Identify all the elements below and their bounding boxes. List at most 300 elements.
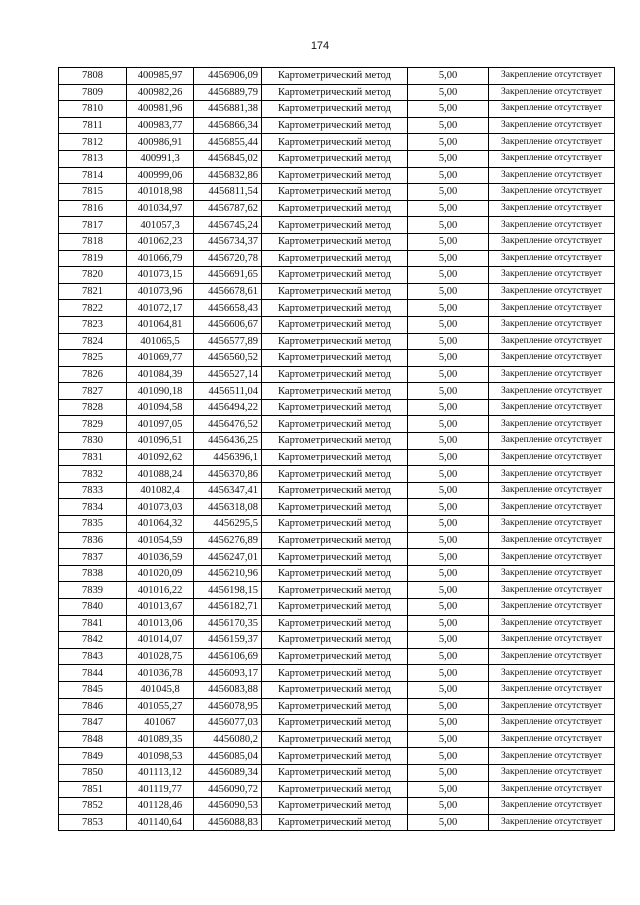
x-coordinate-cell: 401096,51: [127, 433, 194, 450]
fixation-cell: Закрепление отсутствует: [489, 449, 615, 466]
y-coordinate-cell: 4456106,69: [194, 648, 262, 665]
table-row: [59, 516, 615, 533]
fixation-cell: Закрепление отсутствует: [489, 150, 615, 167]
accuracy-cell: 5,00: [408, 350, 489, 367]
y-coordinate-cell: 4456494,22: [194, 399, 262, 416]
point-number-cell: 7816: [59, 200, 127, 217]
accuracy-cell: 5,00: [408, 366, 489, 383]
x-coordinate-cell: 401092,62: [127, 449, 194, 466]
x-coordinate-cell: 401045,8: [127, 681, 194, 698]
accuracy-cell: 5,00: [408, 599, 489, 616]
table-row: [59, 748, 615, 765]
method-cell: Картометрический метод: [262, 549, 408, 566]
fixation-cell: Закрепление отсутствует: [489, 565, 615, 582]
table-body: [59, 68, 615, 831]
method-cell: Картометрический метод: [262, 101, 408, 118]
method-cell: Картометрический метод: [262, 748, 408, 765]
fixation-cell: Закрепление отсутствует: [489, 681, 615, 698]
y-coordinate-cell: 4456078,95: [194, 698, 262, 715]
x-coordinate-cell: 400981,96: [127, 101, 194, 118]
fixation-cell: Закрепление отсутствует: [489, 615, 615, 632]
table-row: [59, 416, 615, 433]
table-row: [59, 764, 615, 781]
y-coordinate-cell: 4456691,65: [194, 267, 262, 284]
method-cell: Картометрический метод: [262, 499, 408, 516]
accuracy-cell: 5,00: [408, 648, 489, 665]
table-row: [59, 499, 615, 516]
y-coordinate-cell: 4456678,61: [194, 283, 262, 300]
x-coordinate-cell: 401013,67: [127, 599, 194, 616]
x-coordinate-cell: 401098,53: [127, 748, 194, 765]
table-row: [59, 599, 615, 616]
point-number-cell: 7840: [59, 599, 127, 616]
table-row: [59, 731, 615, 748]
accuracy-cell: 5,00: [408, 399, 489, 416]
method-cell: Картометрический метод: [262, 731, 408, 748]
x-coordinate-cell: 401034,97: [127, 200, 194, 217]
x-coordinate-cell: 401119,77: [127, 781, 194, 798]
accuracy-cell: 5,00: [408, 267, 489, 284]
table-row: [59, 466, 615, 483]
y-coordinate-cell: 4456658,43: [194, 300, 262, 317]
x-coordinate-cell: 401073,03: [127, 499, 194, 516]
point-number-cell: 7824: [59, 333, 127, 350]
point-number-cell: 7838: [59, 565, 127, 582]
fixation-cell: Закрепление отсутствует: [489, 433, 615, 450]
point-number-cell: 7839: [59, 582, 127, 599]
fixation-cell: Закрепление отсутствует: [489, 781, 615, 798]
point-number-cell: 7835: [59, 516, 127, 533]
fixation-cell: Закрепление отсутствует: [489, 549, 615, 566]
accuracy-cell: 5,00: [408, 449, 489, 466]
point-number-cell: 7850: [59, 764, 127, 781]
x-coordinate-cell: 401014,07: [127, 632, 194, 649]
point-number-cell: 7812: [59, 134, 127, 151]
table-row: [59, 200, 615, 217]
fixation-cell: Закрепление отсутствует: [489, 416, 615, 433]
accuracy-cell: 5,00: [408, 233, 489, 250]
table-row: [59, 665, 615, 682]
x-coordinate-cell: 401055,27: [127, 698, 194, 715]
y-coordinate-cell: 4456436,25: [194, 433, 262, 450]
accuracy-cell: 5,00: [408, 134, 489, 151]
accuracy-cell: 5,00: [408, 383, 489, 400]
x-coordinate-cell: 401128,46: [127, 798, 194, 815]
fixation-cell: Закрепление отсутствует: [489, 599, 615, 616]
table-row: [59, 681, 615, 698]
method-cell: Картометрический метод: [262, 565, 408, 582]
x-coordinate-cell: 401069,77: [127, 350, 194, 367]
x-coordinate-cell: 401067: [127, 715, 194, 732]
point-number-cell: 7842: [59, 632, 127, 649]
accuracy-cell: 5,00: [408, 715, 489, 732]
y-coordinate-cell: 4456396,1: [194, 449, 262, 466]
y-coordinate-cell: 4456089,34: [194, 764, 262, 781]
y-coordinate-cell: 4456318,08: [194, 499, 262, 516]
fixation-cell: Закрепление отсутствует: [489, 316, 615, 333]
table-row: [59, 350, 615, 367]
point-number-cell: 7829: [59, 416, 127, 433]
method-cell: Картометрический метод: [262, 383, 408, 400]
point-number-cell: 7832: [59, 466, 127, 483]
x-coordinate-cell: 401090,18: [127, 383, 194, 400]
accuracy-cell: 5,00: [408, 200, 489, 217]
table-row: [59, 150, 615, 167]
accuracy-cell: 5,00: [408, 499, 489, 516]
table-row: [59, 300, 615, 317]
table-row: [59, 333, 615, 350]
fixation-cell: Закрепление отсутствует: [489, 84, 615, 101]
method-cell: Картометрический метод: [262, 648, 408, 665]
accuracy-cell: 5,00: [408, 681, 489, 698]
y-coordinate-cell: 4456276,89: [194, 532, 262, 549]
table-row: [59, 582, 615, 599]
accuracy-cell: 5,00: [408, 184, 489, 201]
y-coordinate-cell: 4456889,79: [194, 84, 262, 101]
fixation-cell: Закрепление отсутствует: [489, 715, 615, 732]
method-cell: Картометрический метод: [262, 250, 408, 267]
method-cell: Картометрический метод: [262, 117, 408, 134]
fixation-cell: Закрепление отсутствует: [489, 582, 615, 599]
point-number-cell: 7814: [59, 167, 127, 184]
x-coordinate-cell: 401064,32: [127, 516, 194, 533]
point-number-cell: 7843: [59, 648, 127, 665]
y-coordinate-cell: 4456720,78: [194, 250, 262, 267]
fixation-cell: Закрепление отсутствует: [489, 283, 615, 300]
y-coordinate-cell: 4456527,14: [194, 366, 262, 383]
table-row: [59, 449, 615, 466]
y-coordinate-cell: 4456811,54: [194, 184, 262, 201]
point-number-cell: 7827: [59, 383, 127, 400]
accuracy-cell: 5,00: [408, 781, 489, 798]
method-cell: Картометрический метод: [262, 632, 408, 649]
table-row: [59, 134, 615, 151]
point-number-cell: 7808: [59, 68, 127, 85]
method-cell: Картометрический метод: [262, 798, 408, 815]
method-cell: Картометрический метод: [262, 615, 408, 632]
accuracy-cell: 5,00: [408, 748, 489, 765]
method-cell: Картометрический метод: [262, 599, 408, 616]
point-number-cell: 7810: [59, 101, 127, 118]
accuracy-cell: 5,00: [408, 167, 489, 184]
point-number-cell: 7831: [59, 449, 127, 466]
y-coordinate-cell: 4456088,83: [194, 814, 262, 831]
accuracy-cell: 5,00: [408, 217, 489, 234]
accuracy-cell: 5,00: [408, 283, 489, 300]
table-row: [59, 316, 615, 333]
y-coordinate-cell: 4456560,52: [194, 350, 262, 367]
accuracy-cell: 5,00: [408, 300, 489, 317]
point-number-cell: 7834: [59, 499, 127, 516]
point-number-cell: 7813: [59, 150, 127, 167]
accuracy-cell: 5,00: [408, 731, 489, 748]
y-coordinate-cell: 4456090,72: [194, 781, 262, 798]
table-row: [59, 632, 615, 649]
y-coordinate-cell: 4456077,03: [194, 715, 262, 732]
fixation-cell: Закрепление отсутствует: [489, 466, 615, 483]
table-row: [59, 715, 615, 732]
accuracy-cell: 5,00: [408, 466, 489, 483]
method-cell: Картометрический метод: [262, 698, 408, 715]
y-coordinate-cell: 4456845,02: [194, 150, 262, 167]
method-cell: Картометрический метод: [262, 300, 408, 317]
x-coordinate-cell: 401036,78: [127, 665, 194, 682]
table-row: [59, 615, 615, 632]
x-coordinate-cell: 401097,05: [127, 416, 194, 433]
table-row: [59, 233, 615, 250]
accuracy-cell: 5,00: [408, 698, 489, 715]
method-cell: Картометрический метод: [262, 416, 408, 433]
table-row: [59, 383, 615, 400]
page-number: 174: [310, 40, 330, 52]
table-row: [59, 217, 615, 234]
y-coordinate-cell: 4456832,86: [194, 167, 262, 184]
table-row: [59, 698, 615, 715]
point-number-cell: 7809: [59, 84, 127, 101]
y-coordinate-cell: 4456881,38: [194, 101, 262, 118]
table-row: [59, 267, 615, 284]
table-row: [59, 648, 615, 665]
x-coordinate-cell: 401073,15: [127, 267, 194, 284]
table-row: [59, 68, 615, 85]
fixation-cell: Закрепление отсутствует: [489, 200, 615, 217]
method-cell: Картометрический метод: [262, 134, 408, 151]
fixation-cell: Закрепление отсутствует: [489, 383, 615, 400]
method-cell: Картометрический метод: [262, 366, 408, 383]
y-coordinate-cell: 4456855,44: [194, 134, 262, 151]
x-coordinate-cell: 401020,09: [127, 565, 194, 582]
point-number-cell: 7847: [59, 715, 127, 732]
fixation-cell: Закрепление отсутствует: [489, 665, 615, 682]
accuracy-cell: 5,00: [408, 798, 489, 815]
fixation-cell: Закрепление отсутствует: [489, 366, 615, 383]
accuracy-cell: 5,00: [408, 764, 489, 781]
accuracy-cell: 5,00: [408, 549, 489, 566]
accuracy-cell: 5,00: [408, 582, 489, 599]
coordinates-table: [58, 67, 615, 831]
y-coordinate-cell: 4456090,53: [194, 798, 262, 815]
table-row: [59, 565, 615, 582]
method-cell: Картометрический метод: [262, 200, 408, 217]
fixation-cell: Закрепление отсутствует: [489, 101, 615, 118]
y-coordinate-cell: 4456295,5: [194, 516, 262, 533]
fixation-cell: Закрепление отсутствует: [489, 482, 615, 499]
y-coordinate-cell: 4456511,04: [194, 383, 262, 400]
y-coordinate-cell: 4456198,15: [194, 582, 262, 599]
table-row: [59, 482, 615, 499]
point-number-cell: 7846: [59, 698, 127, 715]
table-row: [59, 250, 615, 267]
accuracy-cell: 5,00: [408, 117, 489, 134]
point-number-cell: 7825: [59, 350, 127, 367]
accuracy-cell: 5,00: [408, 516, 489, 533]
method-cell: Картометрический метод: [262, 184, 408, 201]
x-coordinate-cell: 401066,79: [127, 250, 194, 267]
table-row: [59, 283, 615, 300]
fixation-cell: Закрепление отсутствует: [489, 516, 615, 533]
point-number-cell: 7815: [59, 184, 127, 201]
fixation-cell: Закрепление отсутствует: [489, 814, 615, 831]
x-coordinate-cell: 401089,35: [127, 731, 194, 748]
accuracy-cell: 5,00: [408, 565, 489, 582]
point-number-cell: 7820: [59, 267, 127, 284]
fixation-cell: Закрепление отсутствует: [489, 748, 615, 765]
table-row: [59, 549, 615, 566]
point-number-cell: 7841: [59, 615, 127, 632]
table-row: [59, 798, 615, 815]
y-coordinate-cell: 4456085,04: [194, 748, 262, 765]
fixation-cell: Закрепление отсутствует: [489, 350, 615, 367]
fixation-cell: Закрепление отсутствует: [489, 184, 615, 201]
accuracy-cell: 5,00: [408, 250, 489, 267]
y-coordinate-cell: 4456083,88: [194, 681, 262, 698]
accuracy-cell: 5,00: [408, 433, 489, 450]
x-coordinate-cell: 401062,23: [127, 233, 194, 250]
point-number-cell: 7844: [59, 665, 127, 682]
y-coordinate-cell: 4456370,86: [194, 466, 262, 483]
y-coordinate-cell: 4456906,09: [194, 68, 262, 85]
accuracy-cell: 5,00: [408, 532, 489, 549]
y-coordinate-cell: 4456606,67: [194, 316, 262, 333]
point-number-cell: 7845: [59, 681, 127, 698]
x-coordinate-cell: 401088,24: [127, 466, 194, 483]
fixation-cell: Закрепление отсутствует: [489, 117, 615, 134]
point-number-cell: 7836: [59, 532, 127, 549]
accuracy-cell: 5,00: [408, 101, 489, 118]
point-number-cell: 7849: [59, 748, 127, 765]
fixation-cell: Закрепление отсутствует: [489, 333, 615, 350]
x-coordinate-cell: 401094,58: [127, 399, 194, 416]
x-coordinate-cell: 400985,97: [127, 68, 194, 85]
point-number-cell: 7851: [59, 781, 127, 798]
method-cell: Картометрический метод: [262, 516, 408, 533]
x-coordinate-cell: 401072,17: [127, 300, 194, 317]
table-row: [59, 781, 615, 798]
accuracy-cell: 5,00: [408, 814, 489, 831]
method-cell: Картометрический метод: [262, 781, 408, 798]
method-cell: Картометрический метод: [262, 333, 408, 350]
method-cell: Картометрический метод: [262, 150, 408, 167]
y-coordinate-cell: 4456080,2: [194, 731, 262, 748]
x-coordinate-cell: 401082,4: [127, 482, 194, 499]
accuracy-cell: 5,00: [408, 150, 489, 167]
table-row: [59, 167, 615, 184]
table-row: [59, 101, 615, 118]
fixation-cell: Закрепление отсутствует: [489, 499, 615, 516]
x-coordinate-cell: 401057,3: [127, 217, 194, 234]
method-cell: Картометрический метод: [262, 582, 408, 599]
x-coordinate-cell: 401140,64: [127, 814, 194, 831]
method-cell: Картометрический метод: [262, 267, 408, 284]
x-coordinate-cell: 401036,59: [127, 549, 194, 566]
y-coordinate-cell: 4456347,41: [194, 482, 262, 499]
fixation-cell: Закрепление отсутствует: [489, 250, 615, 267]
fixation-cell: Закрепление отсутствует: [489, 798, 615, 815]
method-cell: Картометрический метод: [262, 665, 408, 682]
point-number-cell: 7821: [59, 283, 127, 300]
x-coordinate-cell: 401013,06: [127, 615, 194, 632]
point-number-cell: 7833: [59, 482, 127, 499]
method-cell: Картометрический метод: [262, 764, 408, 781]
fixation-cell: Закрепление отсутствует: [489, 731, 615, 748]
fixation-cell: Закрепление отсутствует: [489, 532, 615, 549]
point-number-cell: 7852: [59, 798, 127, 815]
y-coordinate-cell: 4456170,35: [194, 615, 262, 632]
y-coordinate-cell: 4456093,17: [194, 665, 262, 682]
accuracy-cell: 5,00: [408, 632, 489, 649]
table-row: [59, 117, 615, 134]
fixation-cell: Закрепление отсутствует: [489, 698, 615, 715]
method-cell: Картометрический метод: [262, 532, 408, 549]
method-cell: Картометрический метод: [262, 316, 408, 333]
point-number-cell: 7818: [59, 233, 127, 250]
x-coordinate-cell: 401016,22: [127, 582, 194, 599]
fixation-cell: Закрепление отсутствует: [489, 68, 615, 85]
point-number-cell: 7826: [59, 366, 127, 383]
table-row: [59, 814, 615, 831]
method-cell: Картометрический метод: [262, 466, 408, 483]
table-row: [59, 84, 615, 101]
y-coordinate-cell: 4456745,24: [194, 217, 262, 234]
point-number-cell: 7819: [59, 250, 127, 267]
fixation-cell: Закрепление отсутствует: [489, 217, 615, 234]
x-coordinate-cell: 400982,26: [127, 84, 194, 101]
table-row: [59, 184, 615, 201]
method-cell: Картометрический метод: [262, 715, 408, 732]
y-coordinate-cell: 4456787,62: [194, 200, 262, 217]
x-coordinate-cell: 401028,75: [127, 648, 194, 665]
table-row: [59, 433, 615, 450]
x-coordinate-cell: 401018,98: [127, 184, 194, 201]
y-coordinate-cell: 4456734,37: [194, 233, 262, 250]
fixation-cell: Закрепление отсутствует: [489, 764, 615, 781]
x-coordinate-cell: 401064,81: [127, 316, 194, 333]
method-cell: Картометрический метод: [262, 68, 408, 85]
method-cell: Картометрический метод: [262, 350, 408, 367]
x-coordinate-cell: 401054,59: [127, 532, 194, 549]
y-coordinate-cell: 4456577,89: [194, 333, 262, 350]
accuracy-cell: 5,00: [408, 84, 489, 101]
y-coordinate-cell: 4456159,37: [194, 632, 262, 649]
accuracy-cell: 5,00: [408, 416, 489, 433]
x-coordinate-cell: 401073,96: [127, 283, 194, 300]
accuracy-cell: 5,00: [408, 665, 489, 682]
y-coordinate-cell: 4456476,52: [194, 416, 262, 433]
method-cell: Картометрический метод: [262, 217, 408, 234]
x-coordinate-cell: 401065,5: [127, 333, 194, 350]
accuracy-cell: 5,00: [408, 68, 489, 85]
method-cell: Картометрический метод: [262, 681, 408, 698]
accuracy-cell: 5,00: [408, 615, 489, 632]
method-cell: Картометрический метод: [262, 433, 408, 450]
fixation-cell: Закрепление отсутствует: [489, 648, 615, 665]
fixation-cell: Закрепление отсутствует: [489, 134, 615, 151]
accuracy-cell: 5,00: [408, 316, 489, 333]
x-coordinate-cell: 400991,3: [127, 150, 194, 167]
method-cell: Картометрический метод: [262, 84, 408, 101]
x-coordinate-cell: 401113,12: [127, 764, 194, 781]
fixation-cell: Закрепление отсутствует: [489, 233, 615, 250]
point-number-cell: 7853: [59, 814, 127, 831]
fixation-cell: Закрепление отсутствует: [489, 399, 615, 416]
method-cell: Картометрический метод: [262, 814, 408, 831]
method-cell: Картометрический метод: [262, 482, 408, 499]
fixation-cell: Закрепление отсутствует: [489, 632, 615, 649]
x-coordinate-cell: 400983,77: [127, 117, 194, 134]
y-coordinate-cell: 4456182,71: [194, 599, 262, 616]
point-number-cell: 7828: [59, 399, 127, 416]
point-number-cell: 7817: [59, 217, 127, 234]
